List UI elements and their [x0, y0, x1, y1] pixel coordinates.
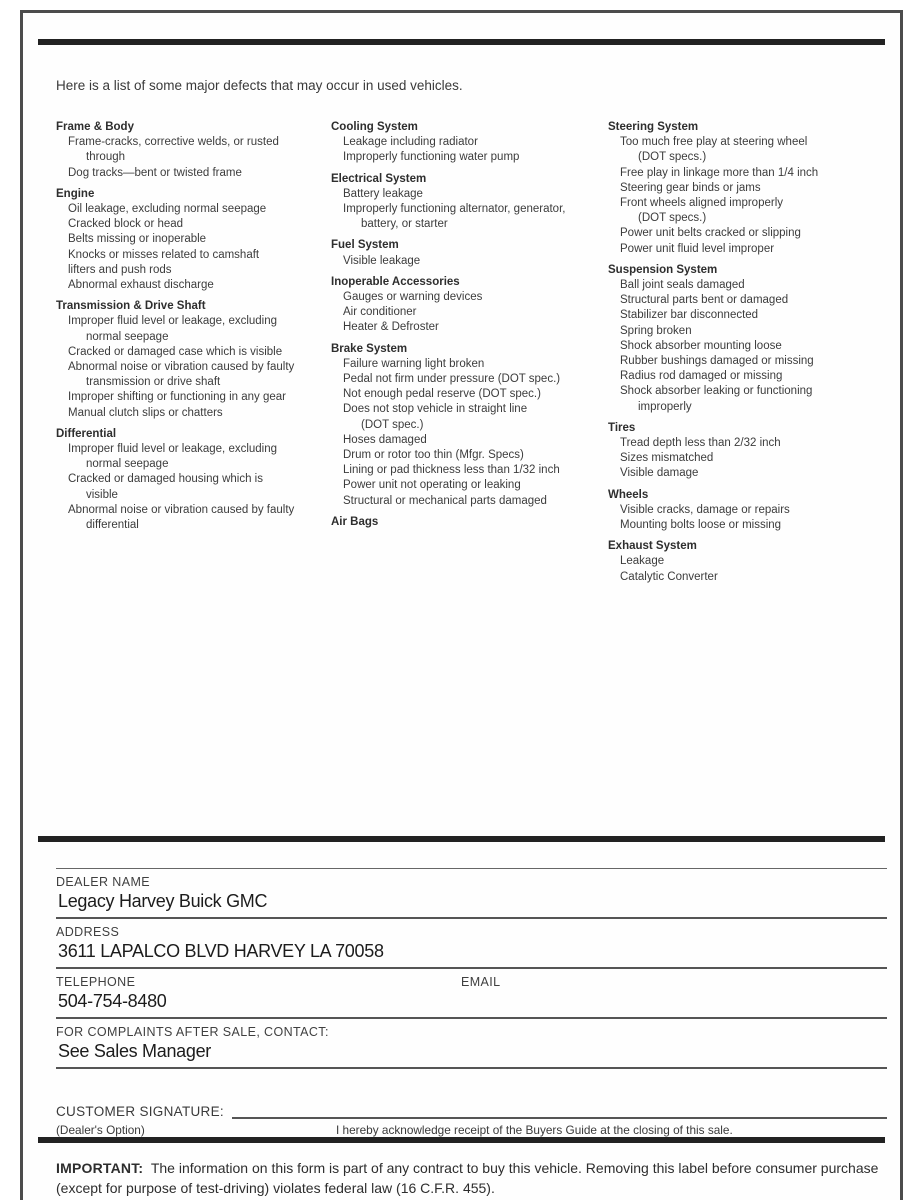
defect-item: transmission or drive shaft	[86, 376, 221, 389]
defect-item: Sizes mismatched	[620, 452, 714, 465]
field-label-second: EMAIL	[461, 975, 501, 989]
defect-item: Drum or rotor too thin (Mfgr. Specs)	[343, 449, 524, 462]
defect-item: battery, or starter	[361, 218, 448, 231]
defect-item: Steering gear binds or jams	[620, 181, 761, 194]
customer-signature-label: CUSTOMER SIGNATURE:	[56, 1104, 224, 1119]
dealer-form-field-3	[56, 969, 887, 1019]
defect-item: Dog tracks—bent or twisted frame	[68, 166, 242, 179]
top-divider-bar	[38, 39, 885, 45]
defect-section-heading: Differential	[56, 427, 117, 440]
defect-section-heading: Inoperable Accessories	[331, 275, 460, 288]
defect-section-heading: Air Bags	[331, 515, 379, 528]
bottom-divider-bar	[38, 1137, 885, 1143]
defects-column-3	[608, 120, 887, 836]
defect-item: Leakage including radiator	[343, 136, 478, 149]
field-label-main: TELEPHONE	[56, 975, 136, 989]
defect-section-heading: Steering System	[608, 121, 699, 133]
important-text: The information on this form is part of any contract to buy this vehicle. Removing this label before consumer purchase (except for purpose of test-driving) violates federal law (16 C.F.R. 455).	[56, 1160, 879, 1196]
defect-item: Spring broken	[620, 324, 692, 337]
defect-item: Abnormal exhaust discharge	[68, 279, 214, 292]
defects-column-1	[56, 120, 331, 836]
field-value-second	[461, 989, 887, 1015]
defect-section-heading: Transmission & Drive Shaft	[56, 300, 206, 313]
defect-item: Leakage	[620, 555, 665, 568]
important-notice	[56, 1159, 885, 1198]
defect-section-heading: Brake System	[331, 342, 408, 355]
defect-item: visible	[86, 488, 118, 501]
defect-item: Improperly functioning alternator, generator,	[343, 203, 566, 216]
dealer-form	[56, 868, 887, 1069]
defect-item: Manual clutch slips or chatters	[68, 406, 223, 419]
defects-columns	[56, 120, 887, 836]
defect-section-heading: Electrical System	[331, 172, 427, 185]
defect-item: Lining or pad thickness less than 1/32 inch	[343, 464, 560, 477]
field-value-main: See Sales Manager	[58, 1041, 211, 1061]
defect-item: Improperly functioning water pump	[343, 151, 520, 164]
defect-item: Not enough pedal reserve (DOT spec.)	[343, 388, 541, 401]
defect-item: Mounting bolts loose or missing	[620, 519, 782, 532]
defect-item: Belts missing or inoperable	[68, 233, 207, 246]
defect-item: Visible leakage	[343, 254, 421, 267]
field-value-main: Legacy Harvey Buick GMC	[58, 891, 268, 911]
customer-signature-line	[232, 1103, 887, 1119]
defect-item: (DOT specs.)	[638, 212, 707, 225]
defect-item: Shock absorber mounting loose	[620, 339, 782, 352]
defect-item: Abnormal noise or vibration caused by faulty	[68, 361, 295, 374]
middle-divider-bar	[38, 836, 885, 842]
dealer-form-field-4	[56, 1019, 887, 1069]
important-label: IMPORTANT:	[56, 1160, 144, 1176]
defect-item: Frame-cracks, corrective welds, or rusted	[68, 136, 279, 149]
dealers-option-label: (Dealer's Option)	[56, 1123, 145, 1137]
defect-item: Power unit fluid level improper	[620, 242, 775, 255]
defect-item: Ball joint seals damaged	[620, 279, 745, 292]
defect-item: improperly	[638, 400, 692, 413]
defect-item: Radius rod damaged or missing	[620, 370, 783, 383]
defect-section-heading: Engine	[56, 187, 95, 200]
defect-section-heading: Exhaust System	[608, 540, 697, 553]
defect-item: Rubber bushings damaged or missing	[620, 355, 814, 368]
field-label-main: DEALER NAME	[56, 875, 151, 889]
defect-item: Cracked or damaged case which is visible	[68, 345, 283, 358]
buyers-guide-back-page	[20, 10, 903, 1200]
defect-item: differential	[86, 519, 139, 532]
defect-item: normal seepage	[86, 458, 169, 471]
field-value-main: 504-754-8480	[58, 991, 167, 1011]
defect-item: Abnormal noise or vibration caused by faulty	[68, 503, 295, 516]
defect-item: Air conditioner	[343, 306, 417, 319]
defect-item: Heater & Defroster	[343, 321, 439, 334]
defect-item: (DOT spec.)	[361, 418, 424, 431]
defect-item: Oil leakage, excluding normal seepage	[68, 203, 267, 216]
defect-item: normal seepage	[86, 330, 169, 343]
defect-item: Pedal not firm under pressure (DOT spec.)	[343, 373, 561, 386]
defect-item: Structural or mechanical parts damaged	[343, 494, 547, 507]
defect-section-heading: Fuel System	[331, 239, 399, 252]
intro-text: Here is a list of some major defects that may occur in used vehicles.	[56, 78, 463, 93]
defect-section-heading: Wheels	[608, 488, 649, 501]
defect-item: Structural parts bent or damaged	[620, 294, 789, 307]
defect-item: Failure warning light broken	[343, 357, 485, 370]
defect-item: Battery leakage	[343, 187, 423, 200]
defect-item: through	[86, 151, 126, 164]
defect-section-heading: Suspension System	[608, 263, 718, 276]
defect-item: Cracked block or head	[68, 218, 184, 231]
defect-item: Improper fluid level or leakage, excluding	[68, 443, 278, 456]
defect-item: (DOT specs.)	[638, 151, 707, 164]
defect-item: Shock absorber leaking or functioning	[620, 385, 813, 398]
defects-column-2	[331, 120, 608, 836]
dealer-form-field-1	[56, 868, 887, 919]
defect-item: Front wheels aligned improperly	[620, 197, 783, 210]
defect-section-heading: Cooling System	[331, 121, 418, 133]
field-label-main: ADDRESS	[56, 925, 120, 939]
defect-item: Improper fluid level or leakage, excluding	[68, 315, 278, 328]
defect-item: Does not stop vehicle in straight line	[343, 403, 528, 416]
defect-item: Gauges or warning devices	[343, 291, 483, 304]
defect-item: lifters and push rods	[68, 263, 172, 276]
defect-item: Power unit not operating or leaking	[343, 479, 521, 492]
defect-item: Hoses damaged	[343, 433, 427, 446]
defect-item: Free play in linkage more than 1/4 inch	[620, 166, 819, 179]
defect-item: Visible damage	[620, 467, 699, 480]
defect-item: Stabilizer bar disconnected	[620, 309, 759, 322]
defect-item: Too much free play at steering wheel	[620, 136, 808, 149]
defect-item: Catalytic Converter	[620, 570, 718, 583]
defect-section-heading: Frame & Body	[56, 121, 134, 133]
defect-item: Improper shifting or functioning in any gear	[68, 391, 286, 404]
defect-item: Tread depth less than 2/32 inch	[620, 437, 781, 450]
field-label-main: FOR COMPLAINTS AFTER SALE, CONTACT:	[56, 1025, 329, 1039]
defect-item: Knocks or misses related to camshaft	[68, 248, 260, 261]
defect-section-heading: Tires	[608, 421, 636, 434]
defect-item: Cracked or damaged housing which is	[68, 473, 263, 486]
dealer-form-field-2	[56, 919, 887, 969]
acknowledgment-text: I hereby acknowledge receipt of the Buyers Guide at the closing of this sale.	[336, 1123, 733, 1137]
defect-item: Power unit belts cracked or slipping	[620, 227, 801, 240]
defect-item: Visible cracks, damage or repairs	[620, 503, 790, 516]
field-value-main: 3611 LAPALCO BLVD HARVEY LA 70058	[58, 941, 384, 961]
signature-section	[56, 1103, 887, 1137]
